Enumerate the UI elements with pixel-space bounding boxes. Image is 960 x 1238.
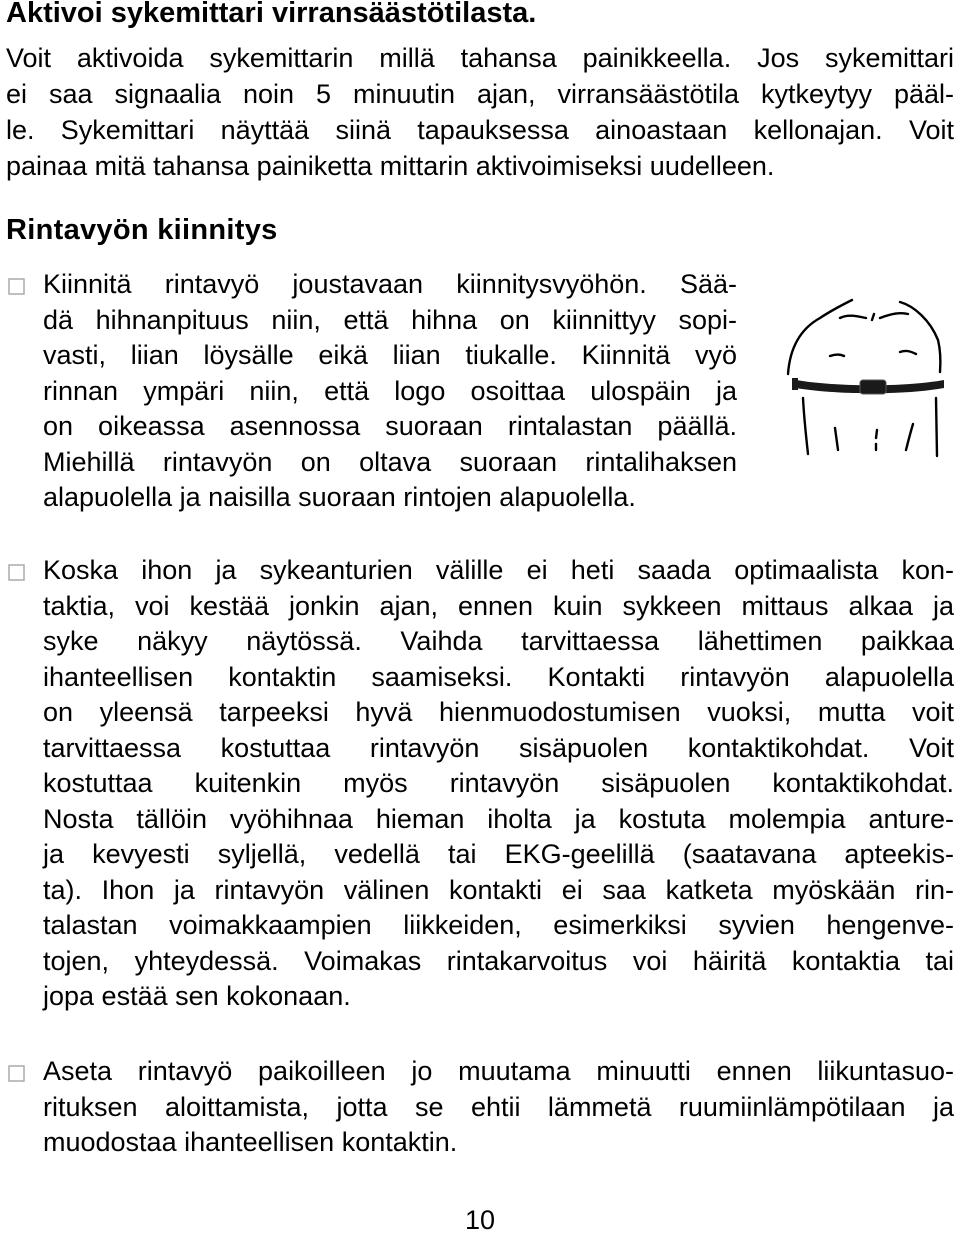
bullet-line: alapuolella ja naisilla suoraan rintojen alapuolella. bbox=[43, 482, 636, 512]
left-abdomen-line bbox=[835, 428, 838, 450]
bullet-line: vasti, liian löysälle eikä liian tiukalle. Kiinnitä vyö bbox=[43, 340, 737, 370]
intro-line: painaa mitä tahansa painiketta mittarin aktivoimiseksi uudelleen. bbox=[6, 151, 775, 181]
heading: Aktivoi sykemittari virransäästötilasta. bbox=[6, 0, 537, 29]
page-number: 10 bbox=[464, 1205, 496, 1235]
intro-line: ei saa signaalia noin 5 minuutin ajan, virransäästötila kytkeytyy pääl- bbox=[6, 79, 954, 109]
bullet-line: tarvittaessa kostuttaa rintavyön sisäpuolen kontaktikohdat. Voit bbox=[43, 732, 954, 763]
left-collarbone-line bbox=[840, 316, 866, 318]
right-abdomen-line bbox=[906, 424, 913, 450]
bullet-line: muodostaa ihanteellisen kontaktin. bbox=[43, 1127, 458, 1157]
right-chest-mark bbox=[900, 351, 916, 354]
right-collarbone-line bbox=[880, 313, 908, 318]
bullet-line: on oikeassa asennossa suoraan rintalastan päällä. bbox=[43, 411, 737, 441]
bullet-line: rinnan ympäri niin, että logo osoittaa ulospäin ja bbox=[43, 375, 737, 406]
bullet-line: rituksen aloittamista, jotta se ehtii lämmetä ruumiinlämpötilaan ja bbox=[43, 1091, 954, 1122]
bullet-text bbox=[43, 1054, 954, 1161]
left-shoulder-line bbox=[788, 300, 852, 374]
bullet-line: talastan voimakkaampien liikkeiden, esimerkiksi syvien hengenve- bbox=[43, 910, 954, 940]
navel-upper bbox=[876, 430, 877, 438]
section-title: Rintavyön kiinnitys bbox=[6, 214, 278, 246]
bullet-line: ta). Ihon ja rintavyön välinen kontakti ei saa katketa myöskään rin- bbox=[43, 874, 954, 905]
square-bullet-icon bbox=[8, 278, 26, 296]
right-torso-line bbox=[936, 398, 937, 456]
bullet-line: Aseta rintavyö paikoilleen jo muutama minuutti ennen liikuntasuo- bbox=[43, 1056, 954, 1086]
bullet-line: jopa estää sen kokonaan. bbox=[43, 981, 351, 1011]
square-bullet-icon bbox=[8, 1065, 26, 1083]
chest-strap bbox=[792, 378, 944, 394]
bullet-line: on yleensä tarpeeksi hyvä hienmuodostumisen vuoksi, mutta voit bbox=[43, 697, 954, 727]
bullet-text bbox=[43, 553, 954, 1015]
bullet-line: syke näkyy näytössä. Vaihda tarvittaessa lähettimen paikkaa bbox=[43, 626, 954, 656]
bullet-line: Koska ihon ja sykeanturien välille ei heti saada optimaalista kon- bbox=[43, 555, 954, 585]
bullet-line: Nosta tällöin vyöhihnaa hieman iholta ja kostuta molempia anture- bbox=[43, 803, 954, 834]
left-chest-mark bbox=[830, 355, 844, 357]
intro-line: Voit aktivoida sykemittarin millä tahansa painikkeella. Jos sykemittari bbox=[6, 43, 954, 73]
intro-paragraph bbox=[6, 40, 954, 184]
intro-line: le. Sykemittari näyttää siinä tapauksessa ainoastaan kellonajan. Voit bbox=[6, 115, 954, 145]
bullet-line: Miehillä rintavyön on oltava suoraan rintalihaksen bbox=[43, 446, 737, 477]
bullet-line: ihanteellisen kontaktin saamiseksi. Kontakti rintavyön alapuolella bbox=[43, 661, 954, 692]
bullet-line: kostuttaa kuitenkin myös rintavyön sisäpuolen kontaktikohdat. bbox=[43, 768, 954, 798]
neck-notch-line bbox=[872, 314, 874, 320]
left-torso-line bbox=[803, 398, 808, 454]
chest-strap-illustration bbox=[780, 288, 948, 466]
bullet-line: taktia, voi kestää jonkin ajan, ennen kuin sykkeen mittaus alkaa ja bbox=[43, 590, 954, 621]
bullet-text bbox=[43, 267, 737, 516]
bullet-line: ja kevyesti syljellä, vedellä tai EKG-geelillä (saatavana apteekis- bbox=[43, 839, 954, 869]
bullet-line: tojen, yhteydessä. Voimakas rintakarvoitus voi häiritä kontaktia tai bbox=[43, 945, 954, 976]
bullet-line: Kiinnitä rintavyö joustavaan kiinnitysvyöhön. Sää- bbox=[43, 269, 737, 299]
bullet-line: dä hihnanpituus niin, että hihna on kiinnittyy sopi- bbox=[43, 304, 737, 335]
square-bullet-icon bbox=[8, 564, 26, 582]
